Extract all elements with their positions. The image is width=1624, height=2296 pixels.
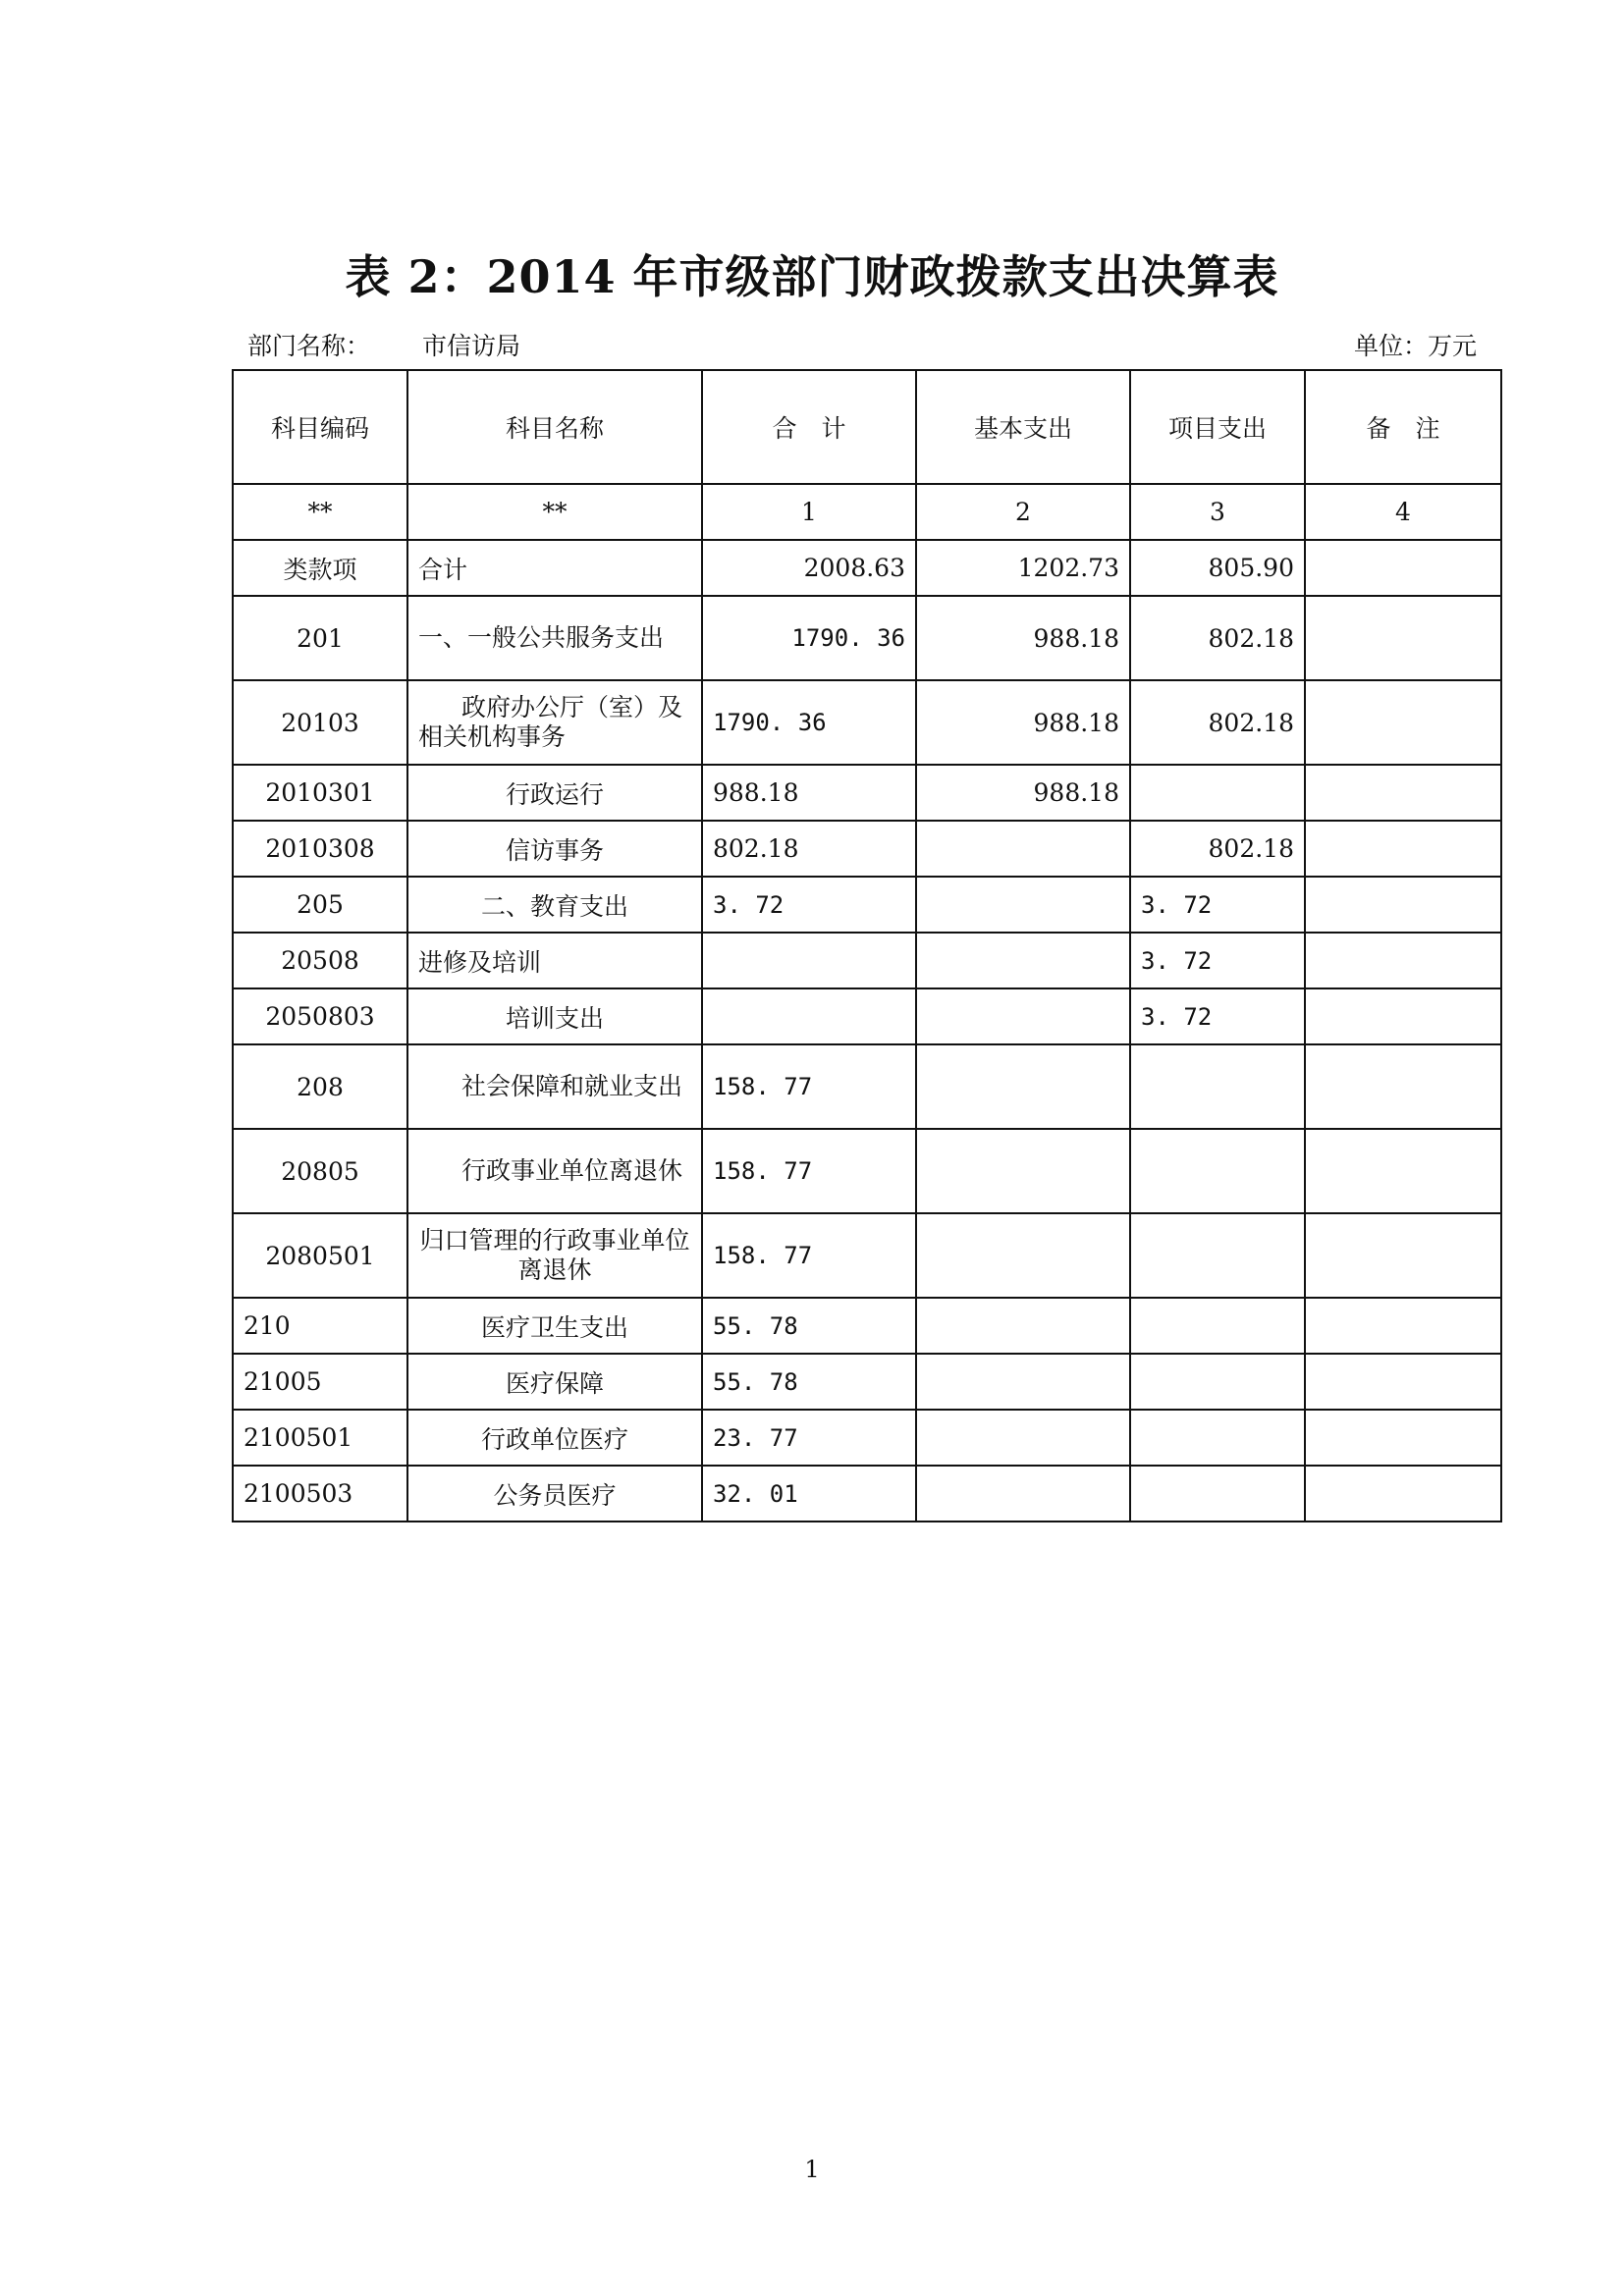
row-name: 一、一般公共服务支出 [407, 596, 702, 680]
row-remark [1305, 877, 1501, 933]
row-basic [916, 877, 1130, 933]
row-code: 205 [233, 877, 407, 933]
page-number: 1 [804, 2156, 820, 2183]
row-project: 805.90 [1130, 540, 1305, 596]
table-row [233, 680, 1501, 765]
row-project: 802.18 [1130, 680, 1305, 765]
row-basic [916, 1354, 1130, 1410]
header-project: 项目支出 [1130, 370, 1305, 484]
table-row [233, 540, 1501, 596]
row-total: 988.18 [702, 765, 916, 821]
row-basic: 988.18 [916, 765, 1130, 821]
header-remark: 备 注 [1305, 370, 1501, 484]
row-project: 3. 72 [1130, 988, 1305, 1044]
table-index-row [233, 484, 1501, 540]
row-basic [916, 1466, 1130, 1522]
row-remark [1305, 1354, 1501, 1410]
row-project: 3. 72 [1130, 933, 1305, 988]
row-total: 158. 77 [702, 1129, 916, 1213]
row-code: 2010301 [233, 765, 407, 821]
expenditure-table [232, 369, 1502, 1522]
row-name: 进修及培训 [407, 933, 702, 988]
row-total: 158. 77 [702, 1044, 916, 1129]
header-name: 科目名称 [407, 370, 702, 484]
row-code: 20805 [233, 1129, 407, 1213]
row-name: 合计 [407, 540, 702, 596]
table-row [233, 988, 1501, 1044]
row-name: 医疗保障 [407, 1354, 702, 1410]
row-basic [916, 988, 1130, 1044]
row-basic [916, 1298, 1130, 1354]
department-label: 部门名称： [247, 332, 371, 360]
row-total: 55. 78 [702, 1298, 916, 1354]
row-remark [1305, 540, 1501, 596]
row-name: 社会保障和就业支出 [407, 1044, 702, 1129]
row-project [1130, 1410, 1305, 1466]
row-name: 归口管理的行政事业单位离退休 [407, 1213, 702, 1298]
row-remark [1305, 1466, 1501, 1522]
row-basic: 1202.73 [916, 540, 1130, 596]
row-total: 1790. 36 [702, 596, 916, 680]
row-project [1130, 1044, 1305, 1129]
row-project: 3. 72 [1130, 877, 1305, 933]
table-row [233, 1044, 1501, 1129]
row-remark [1305, 1213, 1501, 1298]
row-basic [916, 1044, 1130, 1129]
row-code: 201 [233, 596, 407, 680]
row-total: 802.18 [702, 821, 916, 877]
table-row [233, 933, 1501, 988]
row-total: 23. 77 [702, 1410, 916, 1466]
row-code: 2050803 [233, 988, 407, 1044]
row-project: 802.18 [1130, 821, 1305, 877]
row-name: 医疗卫生支出 [407, 1298, 702, 1354]
table-row [233, 1129, 1501, 1213]
row-total: 1790. 36 [702, 680, 916, 765]
index-name: ** [407, 484, 702, 540]
table-row [233, 877, 1501, 933]
table-row [233, 1410, 1501, 1466]
row-project [1130, 1129, 1305, 1213]
row-total: 2008.63 [702, 540, 916, 596]
row-total [702, 933, 916, 988]
row-remark [1305, 680, 1501, 765]
row-code: 2080501 [233, 1213, 407, 1298]
row-total [702, 988, 916, 1044]
row-name: 行政单位医疗 [407, 1410, 702, 1466]
row-project [1130, 1298, 1305, 1354]
index-total: 1 [702, 484, 916, 540]
row-code: 2100501 [233, 1410, 407, 1466]
header-total: 合 计 [702, 370, 916, 484]
row-basic [916, 933, 1130, 988]
row-remark [1305, 765, 1501, 821]
row-code: 20508 [233, 933, 407, 988]
row-project [1130, 1213, 1305, 1298]
row-name: 行政事业单位离退休 [407, 1129, 702, 1213]
row-remark [1305, 821, 1501, 877]
row-project [1130, 1354, 1305, 1410]
row-basic: 988.18 [916, 680, 1130, 765]
row-project [1130, 765, 1305, 821]
index-code: ** [233, 484, 407, 540]
table-header-row [233, 370, 1501, 484]
row-remark [1305, 596, 1501, 680]
index-remark: 4 [1305, 484, 1501, 540]
row-total: 3. 72 [702, 877, 916, 933]
row-remark [1305, 1044, 1501, 1129]
row-name: 政府办公厅（室）及相关机构事务 [407, 680, 702, 765]
row-remark [1305, 1410, 1501, 1466]
row-project: 802.18 [1130, 596, 1305, 680]
row-remark [1305, 1298, 1501, 1354]
row-code: 210 [233, 1298, 407, 1354]
row-code: 208 [233, 1044, 407, 1129]
header-code: 科目编码 [233, 370, 407, 484]
row-total: 32. 01 [702, 1466, 916, 1522]
table-row [233, 1354, 1501, 1410]
row-basic [916, 821, 1130, 877]
row-remark [1305, 988, 1501, 1044]
row-basic [916, 1129, 1130, 1213]
row-name: 公务员医疗 [407, 1466, 702, 1522]
row-basic [916, 1410, 1130, 1466]
row-code: 20103 [233, 680, 407, 765]
table-row [233, 821, 1501, 877]
table-row [233, 1466, 1501, 1522]
table-row [233, 1213, 1501, 1298]
department-name: 市信访局 [422, 332, 521, 360]
row-code: 2100503 [233, 1466, 407, 1522]
row-code: 2010308 [233, 821, 407, 877]
row-remark [1305, 933, 1501, 988]
unit-label: 单位：万元 [1353, 332, 1477, 360]
index-basic: 2 [916, 484, 1130, 540]
page-title: 表 2：2014 年市级部门财政拨款支出决算表 [345, 250, 1279, 303]
table-row [233, 765, 1501, 821]
row-remark [1305, 1129, 1501, 1213]
row-basic: 988.18 [916, 596, 1130, 680]
table-row [233, 1298, 1501, 1354]
row-basic [916, 1213, 1130, 1298]
row-total: 158. 77 [702, 1213, 916, 1298]
table-row [233, 596, 1501, 680]
row-total: 55. 78 [702, 1354, 916, 1410]
row-code: 类款项 [233, 540, 407, 596]
row-name: 信访事务 [407, 821, 702, 877]
row-name: 行政运行 [407, 765, 702, 821]
row-name: 二、教育支出 [407, 877, 702, 933]
row-code: 21005 [233, 1354, 407, 1410]
row-project [1130, 1466, 1305, 1522]
index-project: 3 [1130, 484, 1305, 540]
row-name: 培训支出 [407, 988, 702, 1044]
header-basic: 基本支出 [916, 370, 1130, 484]
